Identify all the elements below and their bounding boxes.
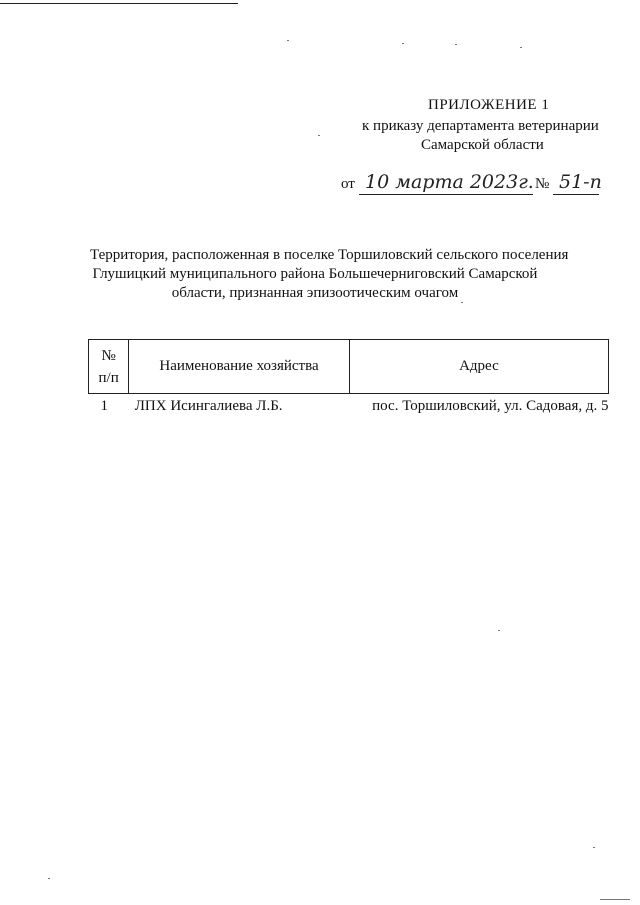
scan-speck bbox=[48, 878, 50, 879]
scan-speck bbox=[520, 47, 522, 48]
document-heading bbox=[90, 246, 569, 303]
number-underline bbox=[553, 194, 599, 195]
header-farm-name: Наименование хозяйства bbox=[129, 340, 350, 394]
heading-line-3: области, признанная эпизоотическим очагом bbox=[171, 285, 459, 301]
farms-table bbox=[88, 339, 609, 415]
date-from-label: от bbox=[341, 176, 355, 192]
handwritten-number: 51-п bbox=[559, 171, 602, 193]
row-address: пос. Торшиловский, ул. Садовая, д. 5 bbox=[372, 398, 609, 414]
appendix-region-line: Самарской области bbox=[421, 137, 544, 153]
scan-speck bbox=[600, 899, 630, 900]
scan-speck bbox=[593, 847, 595, 848]
appendix-order-line: к приказу департамента ветеринарии bbox=[362, 118, 599, 134]
date-underline bbox=[359, 194, 533, 195]
handwritten-date: 10 марта 2023г. bbox=[365, 171, 534, 193]
scan-speck bbox=[287, 40, 289, 41]
top-border-line bbox=[0, 3, 238, 4]
scan-speck bbox=[498, 630, 500, 631]
scan-speck bbox=[455, 44, 457, 45]
row-farm-name: ЛПХ Исингалиева Л.Б. bbox=[134, 398, 283, 414]
header-address: Адрес bbox=[349, 340, 608, 394]
number-label: № bbox=[535, 176, 550, 192]
row-number: 1 bbox=[100, 398, 108, 414]
scan-speck bbox=[318, 135, 320, 136]
table-row bbox=[89, 394, 609, 416]
scan-speck bbox=[402, 43, 404, 44]
header-number-abbr: п/п bbox=[98, 369, 119, 386]
appendix-title: ПРИЛОЖЕНИЕ 1 bbox=[428, 97, 550, 113]
table-header-row bbox=[89, 340, 609, 394]
heading-line-2: Глушицкий муниципального района Большечерниговский Самарской bbox=[92, 266, 538, 282]
header-number bbox=[89, 340, 129, 394]
heading-line-1: Территория, расположенная в поселке Торшиловский сельского поселения bbox=[90, 247, 569, 263]
header-number-sign: № bbox=[101, 347, 116, 364]
